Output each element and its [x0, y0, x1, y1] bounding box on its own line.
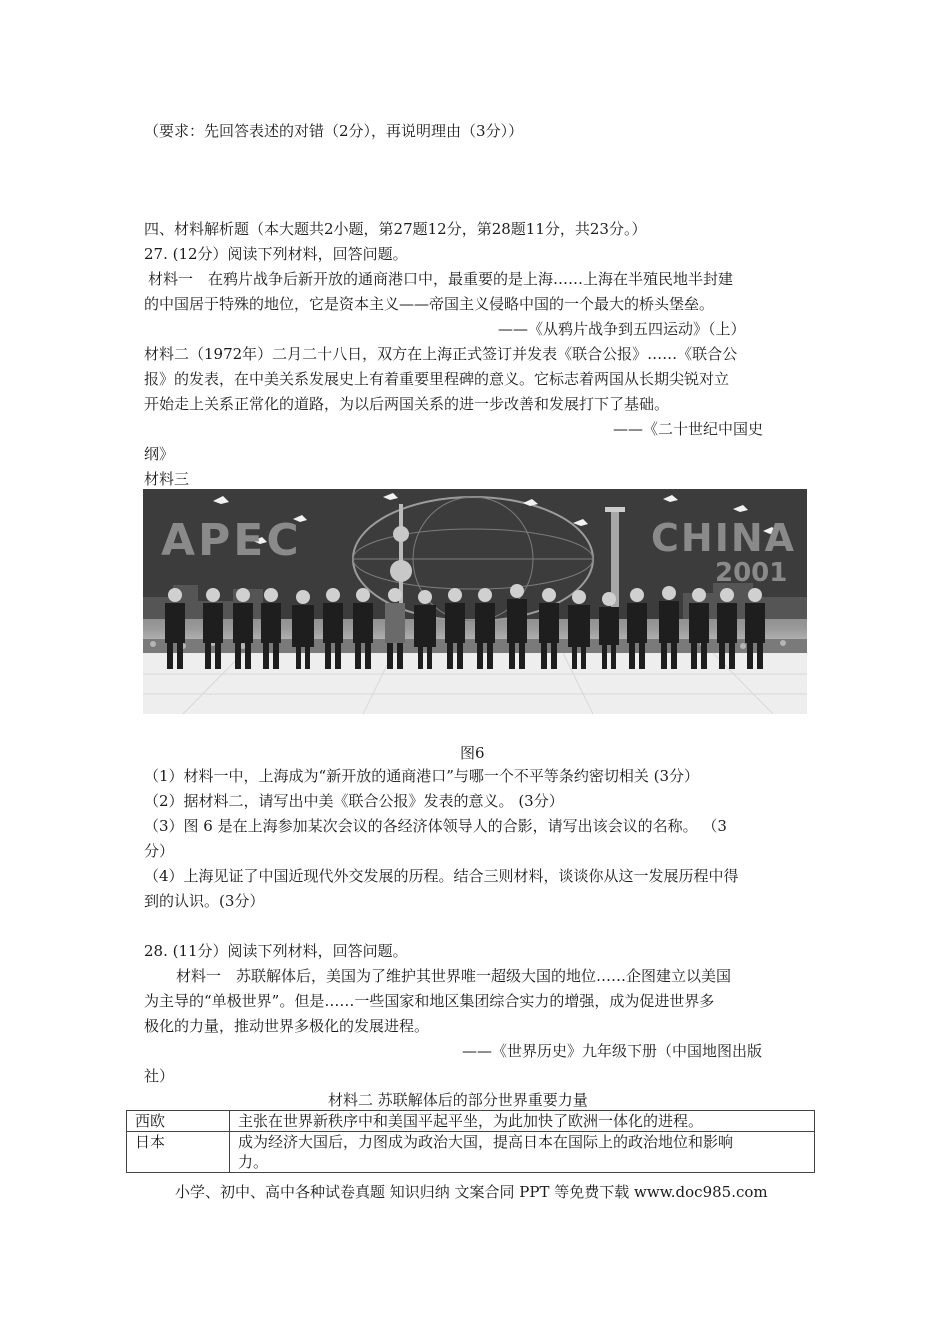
- q28-material1-line1: 材料一 苏联解体后，美国为了维护其世界唯一超级大国的地位……企图建立以美国: [176, 967, 732, 985]
- apec-group-photo-art: [143, 489, 807, 714]
- q27-material2-line1: 材料二（1972年）二月二十八日，双方在上海正式签订并发表《联合公报》……《联合公: [144, 345, 738, 363]
- q27-material3-label: 材料三: [144, 470, 190, 488]
- q27-material2-line3: 开始走上关系正常化的道路，为以后两国关系的进一步改善和发展打下了基础。: [144, 395, 670, 413]
- figure-caption: 图6: [460, 744, 485, 762]
- q27-material1-line1: 材料一 在鸦片战争后新开放的通商港口中，最重要的是上海……上海在半殖民地半封建: [148, 270, 734, 288]
- q28-material1-source-cont: 社）: [144, 1067, 175, 1085]
- table-cell-desc: [230, 1132, 815, 1173]
- banner-year: 2001: [715, 558, 788, 588]
- q27-sub4-line1: （4）上海见证了中国近现代外交发展的历程。结合三则材料，谈谈你从这一发展历程中得: [144, 867, 739, 885]
- q27-material1-source: ——《从鸦片战争到五四运动》（上）: [498, 320, 746, 338]
- table-cell-desc-text: 成为经济大国后，力图成为政治大国，提高日本在国际上的政治地位和影响: [238, 1133, 734, 1151]
- q27-sub3-line2: 分）: [144, 842, 175, 860]
- q27-sub3-line1: （3）图 6 是在上海参加某次会议的各经济体领导人的合影，请写出该会议的名称。 （3: [144, 817, 727, 835]
- table-row: [127, 1111, 815, 1132]
- q27-sub1: （1）材料一中，上海成为“新开放的通商港口”与哪一个不平等条约密切相关 (3分）: [144, 767, 700, 785]
- q28-material1-line2: 为主导的“单极世界”。但是……一些国家和地区集团综合实力的增强，成为促进世界多: [144, 992, 715, 1010]
- answer-requirement: （要求：先回答表述的对错（2分），再说明理由（3分））: [144, 122, 524, 140]
- page-footer: 小学、初中、高中各种试卷真题 知识归纳 文案合同 PPT 等免费下载 www.doc985.com: [175, 1183, 768, 1201]
- table-cell-region: 西欧: [127, 1111, 230, 1132]
- table-cell-desc-text: 主张在世界新秩序中和美国平起平坐，为此加快了欧洲一体化的进程。: [238, 1112, 704, 1130]
- table-row: [127, 1132, 815, 1173]
- q28-table-title: 材料二 苏联解体后的部分世界重要力量: [328, 1091, 588, 1109]
- table-cell-desc: [230, 1111, 815, 1132]
- q27-sub2: （2）据材料二，请写出中美《联合公报》发表的意义。 (3分）: [144, 792, 564, 810]
- banner-china: CHINA: [651, 516, 797, 560]
- q28-intro: 28. (11分）阅读下列材料，回答问题。: [144, 942, 408, 960]
- q27-intro: 27. (12分）阅读下列材料，回答问题。: [144, 245, 408, 263]
- q27-material1-line2: 的中国居于特殊的地位，它是资本主义——帝国主义侵略中国的一个最大的桥头堡垒。: [144, 295, 715, 313]
- q28-material1-source: ——《世界历史》九年级下册（中国地图出版: [462, 1042, 763, 1060]
- q27-sub4-line2: 到的认识。(3分）: [144, 892, 265, 910]
- world-forces-table: [126, 1110, 815, 1173]
- q28-material1-line3: 极化的力量，推动世界多极化的发展进程。: [144, 1017, 430, 1035]
- table-cell-desc-text: 力。: [238, 1153, 269, 1171]
- table-cell-region: 日本: [127, 1132, 230, 1173]
- banner-apec: APEC: [161, 515, 302, 566]
- section-heading: 四、材料解析题（本大题共2小题，第27题12分，第28题11分，共23分。）: [144, 220, 647, 238]
- q27-material2-source-cont: 纲》: [144, 445, 175, 463]
- q27-material2-source: ——《二十世纪中国史: [613, 420, 764, 438]
- q27-material2-line2: 报》的发表，在中美关系发展史上有着重要里程碑的意义。它标志着两国从长期尖锐对立: [144, 370, 730, 388]
- apec-group-photo: [143, 489, 807, 714]
